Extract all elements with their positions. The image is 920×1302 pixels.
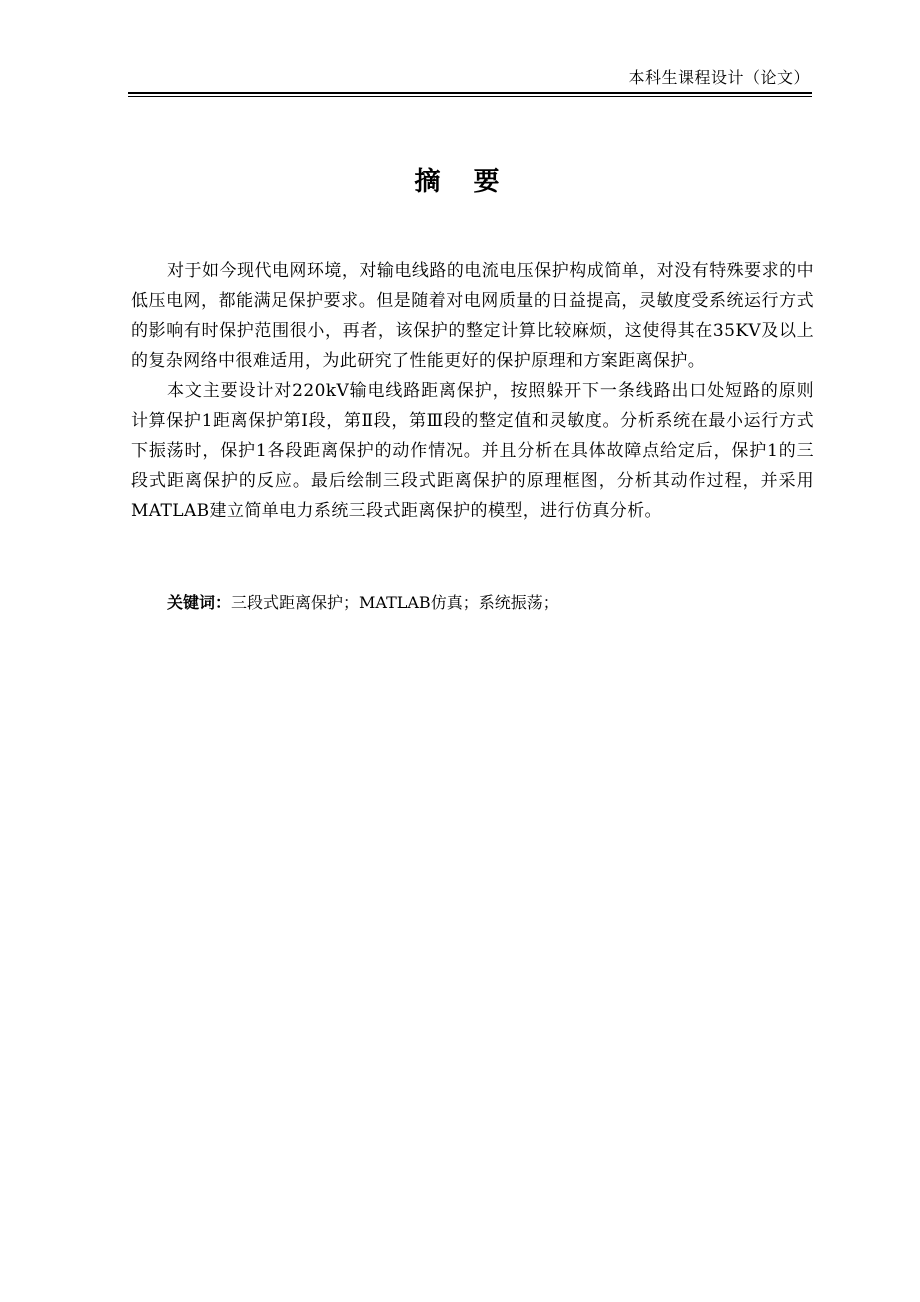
header-rule-thin [128, 96, 812, 97]
abstract-title: 摘 要 [414, 167, 512, 197]
page-header-text: 本科生课程设计（论文） [628, 68, 810, 87]
header-rule-thick [128, 92, 812, 94]
abstract-paragraph-1: 对于如今现代电网环境，对输电线路的电流电压保护构成简单，对没有特殊要求的中低压电网，都能满足保护要求。但是随着对电网质量的日益提高，灵敏度受系统运行方式的影响有时保护范围很小，再者，该保护的整定计算比较麻烦，这使得其在35KV及以上的复杂网络中很难适用，为此研究了性能更好的保护原理和方案距离保护。 [131, 261, 814, 371]
abstract-body [131, 256, 814, 526]
keywords-value: 三段式距离保护；MATLAB仿真；系统振荡； [231, 593, 559, 612]
keywords-label: 关键词： [167, 593, 232, 612]
abstract-paragraph-2: 本文主要设计对220kV输电线路距离保护，按照躲开下一条线路出口处短路的原则计算保护1距离保护第Ⅰ段，第Ⅱ段，第Ⅲ段的整定值和灵敏度。分析系统在最小运行方式下振荡时，保护1各段距离保护的动作情况。并且分析在具体故障点给定后，保护1的三段式距离保护的反应。最后绘制三段式距离保护的原理框图，分析其动作过程，并采用MATLAB建立简单电力系统三段式距离保护的模型，进行仿真分析。 [131, 381, 814, 521]
keywords-line [167, 588, 559, 618]
